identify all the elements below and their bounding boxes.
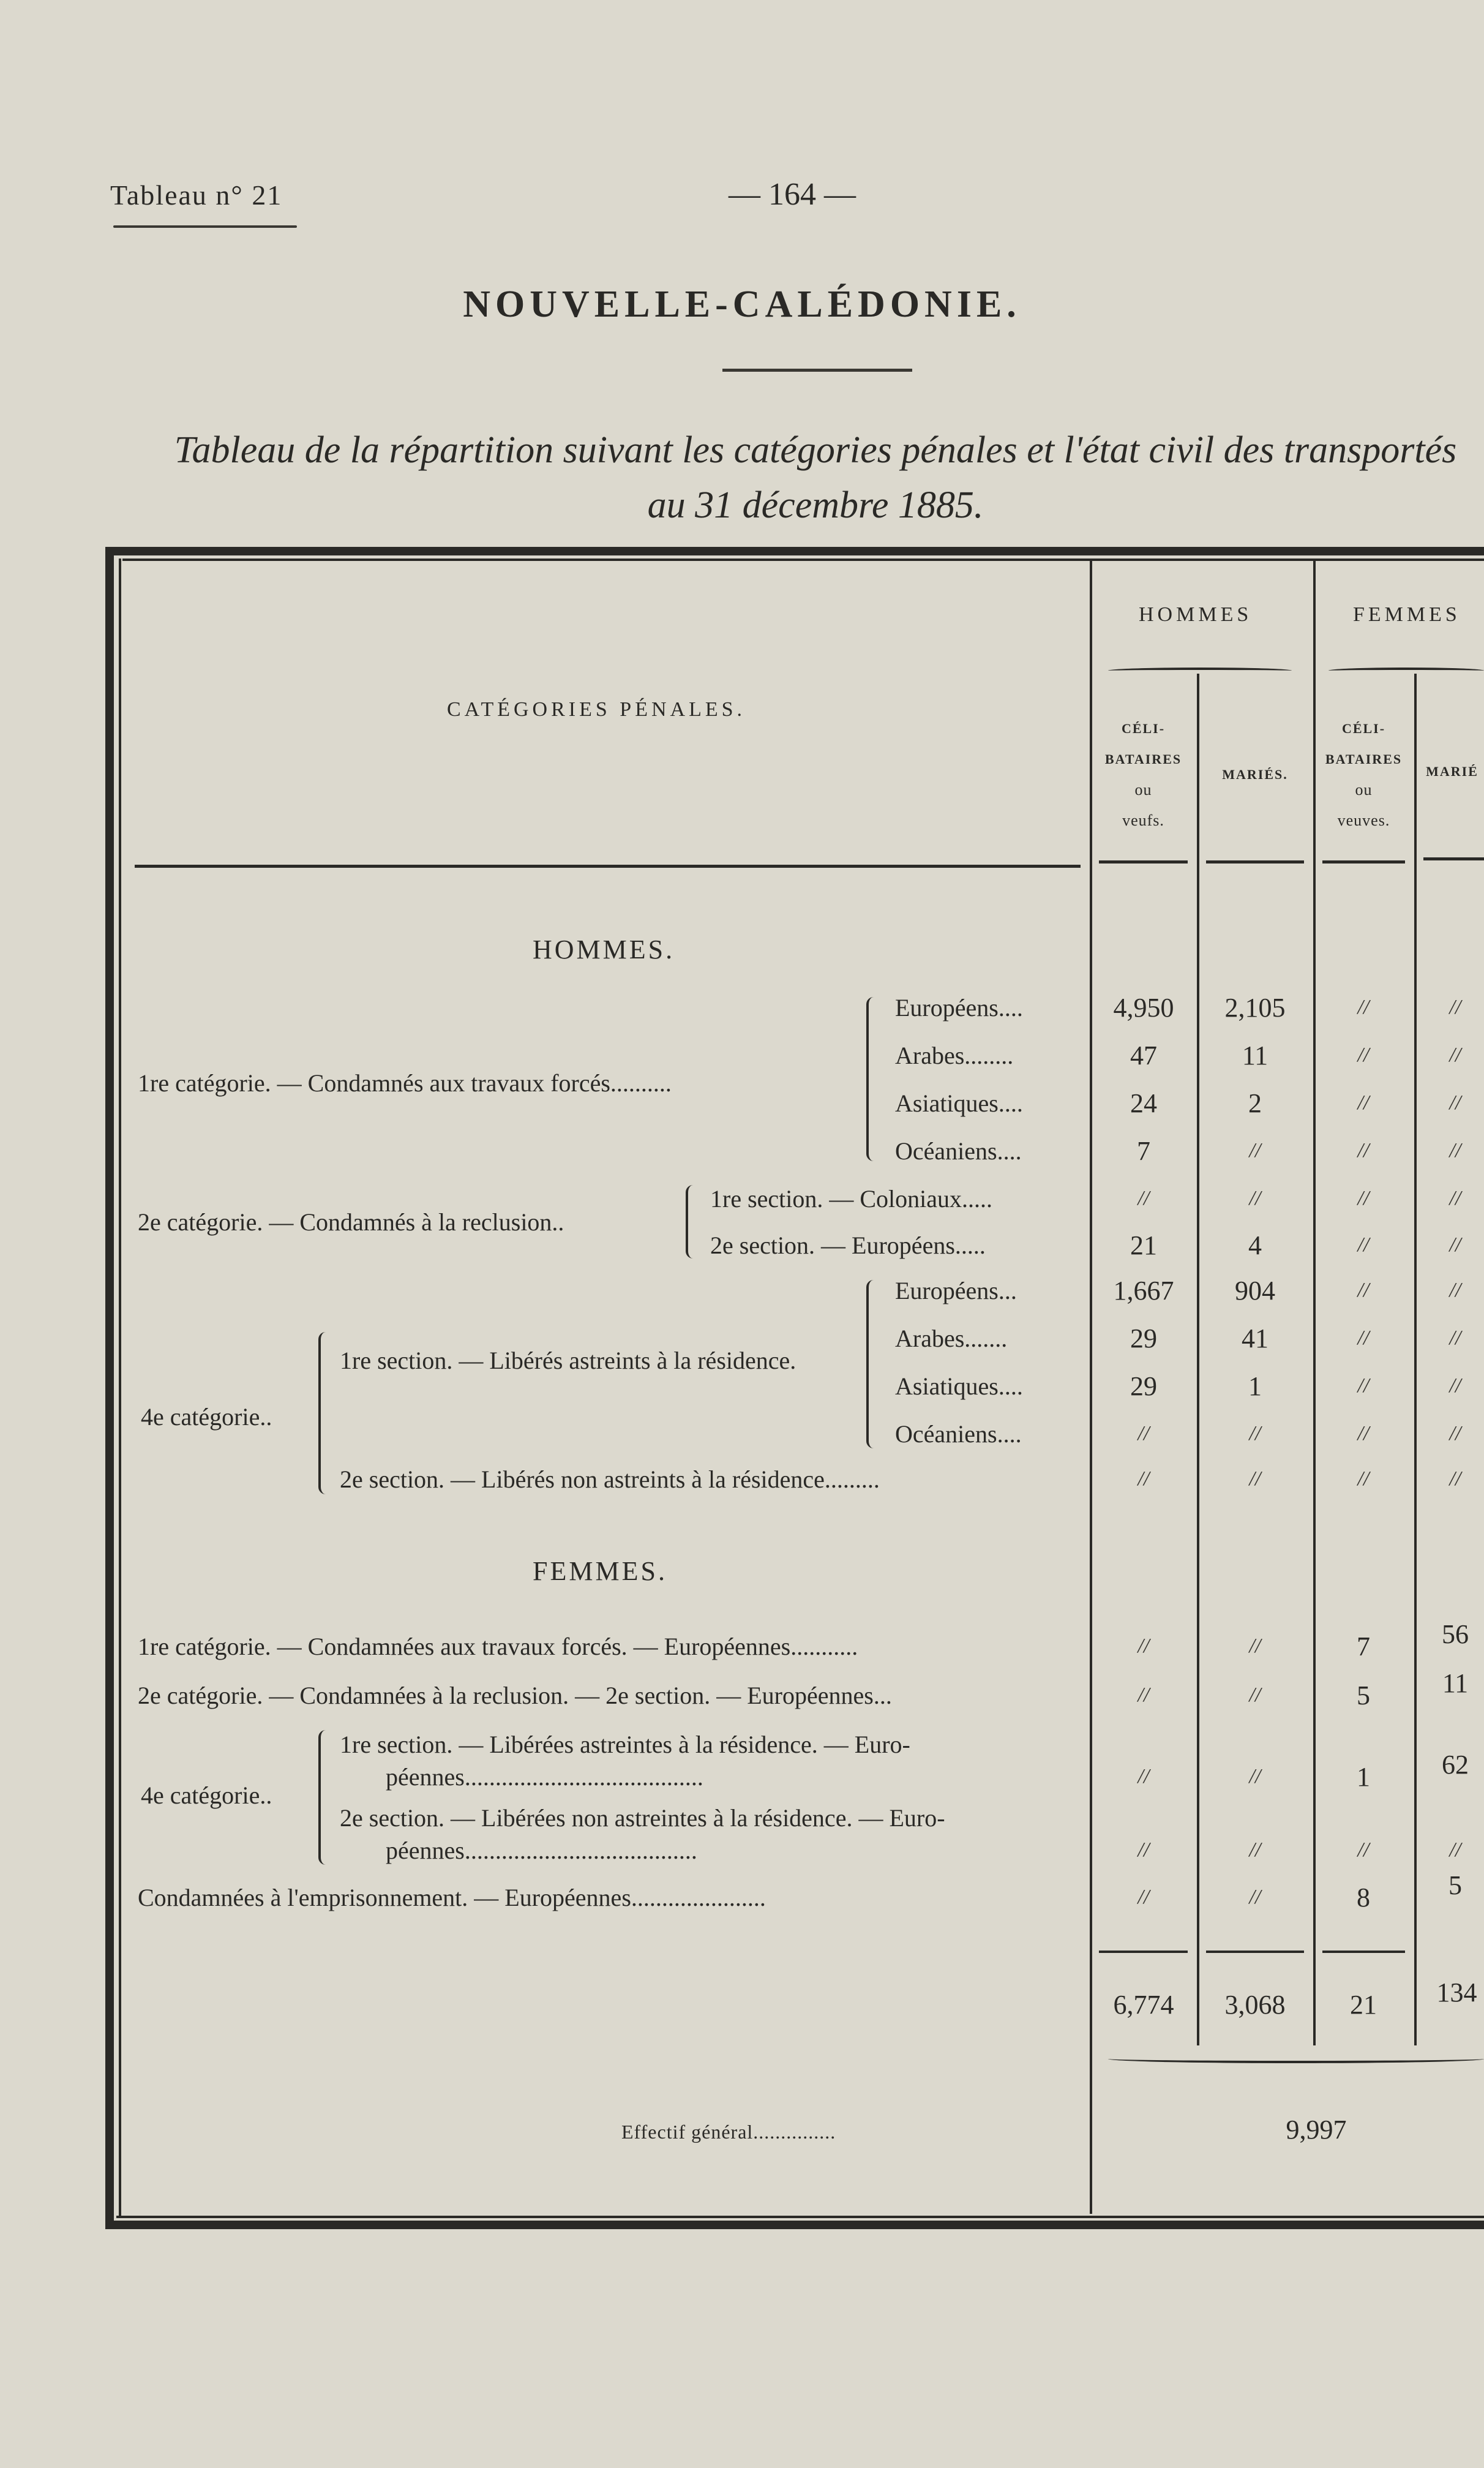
col-underline-h2 bbox=[1206, 860, 1304, 863]
cell-hm: // bbox=[1249, 1635, 1261, 1657]
header-text: BATAIRES bbox=[1325, 751, 1403, 767]
cell-hm: 4 bbox=[1248, 1230, 1262, 1260]
cell-hm: 1 bbox=[1248, 1371, 1262, 1401]
f-cat2-label: 2e catégorie. — Condamnées à la reclusion. — 2e section. — Européennes... bbox=[138, 1682, 892, 1709]
cell-fm: // bbox=[1449, 1091, 1461, 1114]
table-frame-top-inner bbox=[122, 559, 1484, 561]
section-femmes: FEMMES. bbox=[533, 1556, 667, 1586]
totals-rule-f1 bbox=[1322, 1951, 1405, 1953]
tableau-number: Tableau n° 21 bbox=[110, 179, 283, 211]
document-title: NOUVELLE-CALÉDONIE. bbox=[463, 284, 1021, 325]
f-emprison-label: Condamnées à l'emprisonnement. — Européennes...................... bbox=[138, 1884, 766, 1911]
cell-fc: // bbox=[1357, 1326, 1370, 1349]
effectif-label-text: Effectif général............... bbox=[621, 2121, 836, 2143]
cell-fm: // bbox=[1449, 1422, 1461, 1445]
cell-hm: 2 bbox=[1248, 1088, 1262, 1118]
header-text: ou bbox=[1134, 781, 1152, 799]
totals-brace bbox=[1108, 2055, 1484, 2063]
cell-fc: // bbox=[1357, 1187, 1370, 1210]
total-hommes-maries: 3,068 bbox=[1224, 1990, 1286, 2020]
cell-hc: // bbox=[1137, 1838, 1150, 1861]
total-femmes-celib: 21 bbox=[1350, 1990, 1377, 2020]
cell-hm: // bbox=[1249, 1765, 1261, 1788]
header-rule bbox=[113, 225, 297, 228]
cell-hc: 29 bbox=[1130, 1371, 1157, 1401]
cell-hc: // bbox=[1137, 1765, 1150, 1788]
row-label: 2e section. — Européens..... bbox=[710, 1232, 986, 1259]
cell-hc: // bbox=[1137, 1886, 1150, 1908]
cell-fc: // bbox=[1357, 1838, 1370, 1861]
cell-fm: // bbox=[1449, 1467, 1461, 1490]
col-sep-f1 bbox=[1414, 674, 1417, 2045]
col-underline-f1 bbox=[1322, 860, 1405, 863]
h-cat2-label: 2e catégorie. — Condamnés à la reclusion.. bbox=[138, 1208, 564, 1236]
row-label: Européens... bbox=[895, 1277, 1017, 1304]
cell-hm: // bbox=[1249, 1187, 1261, 1210]
cell-fc: 8 bbox=[1357, 1883, 1370, 1913]
header-text: veufs. bbox=[1122, 811, 1164, 829]
cell-fm: // bbox=[1449, 1044, 1461, 1066]
cell-fc: // bbox=[1357, 1467, 1370, 1490]
cell-hm: 41 bbox=[1242, 1323, 1269, 1353]
cell-hc: 29 bbox=[1130, 1323, 1157, 1353]
brace-h-cat2 bbox=[686, 1185, 697, 1258]
cell-fm: 56 bbox=[1442, 1619, 1469, 1649]
row-label: Océaniens.... bbox=[895, 1137, 1022, 1165]
col-sep-h1 bbox=[1197, 674, 1199, 2045]
cell-fc: // bbox=[1357, 996, 1370, 1018]
header-text: CÉLI- bbox=[1341, 721, 1386, 736]
cell-hm: 904 bbox=[1235, 1276, 1275, 1306]
row-label: Européens.... bbox=[895, 994, 1023, 1021]
h-cat1-label: 1re catégorie. — Condamnés aux travaux forcés.......... bbox=[138, 1069, 672, 1097]
header-hommes-celibataires bbox=[1096, 713, 1191, 836]
cell-hm: // bbox=[1249, 1422, 1261, 1445]
h-cat4-s2-label: 2e section. — Libérés non astreints à la résidence......... bbox=[340, 1465, 880, 1493]
cell-fm: // bbox=[1449, 1233, 1461, 1256]
header-text: BATAIRES bbox=[1104, 751, 1182, 767]
header-text: CÉLI- bbox=[1121, 721, 1166, 736]
totals-rule-h2 bbox=[1206, 1951, 1304, 1953]
cell-hc: // bbox=[1137, 1422, 1150, 1445]
subtitle-line-2: au 31 décembre 1885. bbox=[647, 484, 984, 526]
row-label: Arabes........ bbox=[895, 1042, 1014, 1069]
row-label: Arabes....... bbox=[895, 1325, 1008, 1352]
cell-hc: // bbox=[1137, 1187, 1150, 1210]
f-cat4-label: 4e catégorie.. bbox=[141, 1781, 272, 1809]
f-cat4-s1b-label: péennes....................................... bbox=[386, 1763, 703, 1791]
col-sep-categories bbox=[1090, 560, 1092, 2214]
cell-fm: 5 bbox=[1448, 1870, 1462, 1900]
cell-fc: // bbox=[1357, 1139, 1370, 1162]
cell-fc: // bbox=[1357, 1091, 1370, 1114]
cell-fm: 11 bbox=[1442, 1668, 1469, 1698]
cell-hc: 7 bbox=[1137, 1136, 1150, 1166]
cell-hm: // bbox=[1249, 1684, 1261, 1706]
cell-hm: // bbox=[1249, 1139, 1261, 1162]
cell-hm: // bbox=[1249, 1838, 1261, 1861]
cell-fm: // bbox=[1449, 1139, 1461, 1162]
row-label: Asiatiques.... bbox=[895, 1372, 1023, 1400]
cell-fm: // bbox=[1449, 1279, 1461, 1301]
row-label: Océaniens.... bbox=[895, 1420, 1022, 1448]
brace-f-cat4 bbox=[318, 1730, 329, 1865]
cell-hc: 24 bbox=[1130, 1088, 1157, 1118]
effectif-value: 9,997 bbox=[1286, 2115, 1347, 2145]
header-group-hommes: HOMMES bbox=[1139, 603, 1253, 626]
table-frame-left bbox=[105, 547, 114, 2229]
h-cat4-label: 4e catégorie.. bbox=[141, 1403, 272, 1431]
table-frame-left-inner bbox=[119, 559, 121, 2218]
cell-hc: // bbox=[1137, 1684, 1150, 1706]
brace-h-cat4-s1 bbox=[866, 1280, 877, 1448]
effectif-label bbox=[621, 2116, 836, 2145]
header-hommes-maries: MARIÉS. bbox=[1222, 767, 1288, 782]
cell-fm: // bbox=[1449, 996, 1461, 1018]
cell-fc: // bbox=[1357, 1233, 1370, 1256]
cell-hc: 47 bbox=[1130, 1040, 1157, 1070]
title-rule bbox=[722, 369, 912, 372]
table-frame-bottom bbox=[105, 2221, 1484, 2229]
cell-fm: // bbox=[1449, 1187, 1461, 1210]
page-number: — 164 — bbox=[729, 177, 856, 212]
cell-fc: // bbox=[1357, 1374, 1370, 1397]
cell-fc: 7 bbox=[1357, 1631, 1370, 1661]
section-hommes: HOMMES. bbox=[533, 935, 675, 965]
cell-fc: 1 bbox=[1357, 1762, 1370, 1792]
header-text: ou bbox=[1355, 781, 1373, 799]
total-femmes-mariees: 134 bbox=[1436, 1977, 1477, 2007]
cell-fc: // bbox=[1357, 1422, 1370, 1445]
cell-fm: // bbox=[1449, 1838, 1461, 1861]
document-subtitle bbox=[147, 423, 1484, 533]
brace-h-cat4 bbox=[318, 1332, 329, 1494]
f-cat4-s1a-label: 1re section. — Libérées astreintes à la résidence. — Euro- bbox=[340, 1731, 910, 1758]
f-cat1-label: 1re catégorie. — Condamnées aux travaux forcés. — Européennes........... bbox=[138, 1633, 858, 1660]
row-label: Asiatiques.... bbox=[895, 1089, 1023, 1117]
cell-hc: 1,667 bbox=[1113, 1276, 1174, 1306]
cell-fm: // bbox=[1449, 1374, 1461, 1397]
cell-hm: 11 bbox=[1242, 1040, 1269, 1070]
cell-hm: // bbox=[1249, 1886, 1261, 1908]
cell-fm: // bbox=[1449, 1326, 1461, 1349]
header-femmes-celibataires bbox=[1316, 713, 1411, 836]
cell-fc: 5 bbox=[1357, 1680, 1370, 1710]
col-underline-f2 bbox=[1423, 857, 1484, 860]
header-text: veuves. bbox=[1337, 811, 1390, 829]
totals-rule-h1 bbox=[1099, 1951, 1188, 1953]
col-sep-hf bbox=[1313, 560, 1316, 2045]
cell-hc: // bbox=[1137, 1635, 1150, 1657]
brace-femmes bbox=[1328, 668, 1484, 674]
table-frame-bottom-inner bbox=[116, 2216, 1484, 2218]
header-femmes-mariees: MARIÉ bbox=[1426, 764, 1478, 779]
subtitle-line-1: Tableau de la répartition suivant les catégories pénales et l'état civil des transportés bbox=[174, 429, 1457, 471]
f-cat4-s2b-label: péennes...................................... bbox=[386, 1837, 697, 1864]
col-underline-h1 bbox=[1099, 860, 1188, 863]
cell-hm: 2,105 bbox=[1224, 993, 1286, 1023]
row-label: 1re section. — Coloniaux..... bbox=[710, 1185, 993, 1213]
cell-hc: 4,950 bbox=[1113, 993, 1174, 1023]
h-cat4-s1-label: 1re section. — Libérés astreints à la résidence. bbox=[340, 1347, 796, 1374]
header-underline bbox=[135, 865, 1081, 868]
brace-hommes bbox=[1108, 668, 1292, 674]
cell-fc: // bbox=[1357, 1044, 1370, 1066]
cell-fc: // bbox=[1357, 1279, 1370, 1301]
cell-fm: 62 bbox=[1442, 1750, 1469, 1780]
cell-hc: 21 bbox=[1130, 1230, 1157, 1260]
cell-hm: // bbox=[1249, 1467, 1261, 1490]
header-group-femmes: FEMMES bbox=[1353, 603, 1461, 626]
brace-h-cat1 bbox=[866, 997, 877, 1161]
f-cat4-s2a-label: 2e section. — Libérées non astreintes à la résidence. — Euro- bbox=[340, 1804, 945, 1832]
header-categories: CATÉGORIES PÉNALES. bbox=[447, 698, 746, 721]
table-frame-top bbox=[110, 547, 1484, 555]
total-hommes-celib: 6,774 bbox=[1113, 1990, 1174, 2020]
cell-hc: // bbox=[1137, 1467, 1150, 1490]
